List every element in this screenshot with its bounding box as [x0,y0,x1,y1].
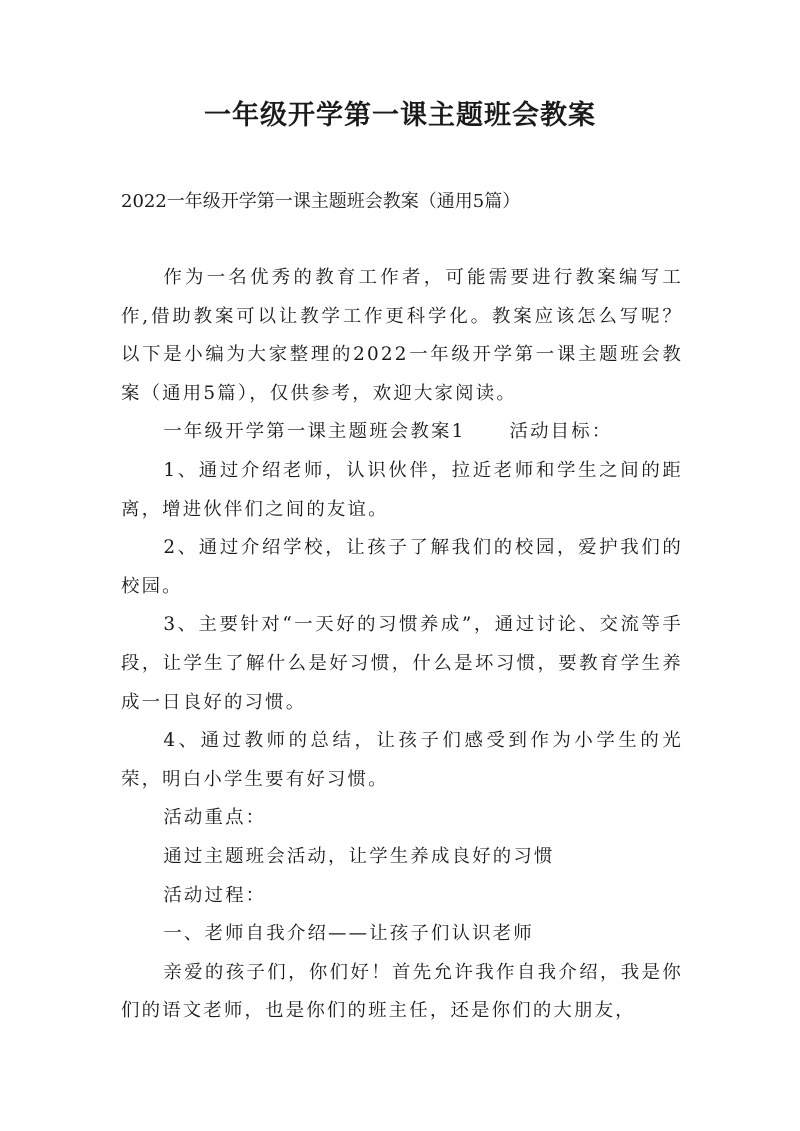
goal-item-3: 3、主要针对“一天好的习惯养成”，通过讨论、交流等手段，让学生了解什么是好习惯，什么是坏习惯，要教育学生养成一日良好的习惯。 [121,614,683,713]
document-subtitle: 2022一年级开学第一课主题班会教案（通用5篇） [121,191,521,212]
document-body [121,259,683,1031]
goal-item-2: 2、通过介绍学校，让孩子了解我们的校园，爱护我们的校园。 [121,537,683,597]
goal-item-4: 4、通过教师的总结，让孩子们感受到作为小学生的光荣，明白小学生要有好习惯。 [121,730,683,790]
focus-text: 通过主题班会活动，让学生养成良好的习惯 [163,845,555,867]
section-heading: 一年级开学第一课主题班会教案1 [163,421,466,443]
document-title: 一年级开学第一课主题班会教案 [204,100,596,131]
goals-label: 活动目标： [509,421,613,443]
focus-label: 活动重点： [163,807,267,829]
section-heading-paragraph [121,413,683,452]
process-label: 活动过程： [163,884,267,906]
goal-item-1: 1、通过介绍老师，认识伙伴，拉近老师和学生之间的距离，增进伙伴们之间的友谊。 [121,459,683,520]
step-1-heading: 一、老师自我介绍——让孩子们认识老师 [163,923,534,945]
intro-paragraph: 作为一名优秀的教育工作者，可能需要进行教案编写工作,借助教案可以让教学工作更科学化。教案应该怎么写呢？以下是小编为大家整理的2022一年级开学第一课主题班会教案（通用5篇），仅供参考，欢迎大家阅读。 [121,267,683,404]
step-1-text: 亲爱的孩子们，你们好！首先允许我作自我介绍，我是你们的语文老师，也是你们的班主任，还是你们的大朋友， [121,961,683,1022]
